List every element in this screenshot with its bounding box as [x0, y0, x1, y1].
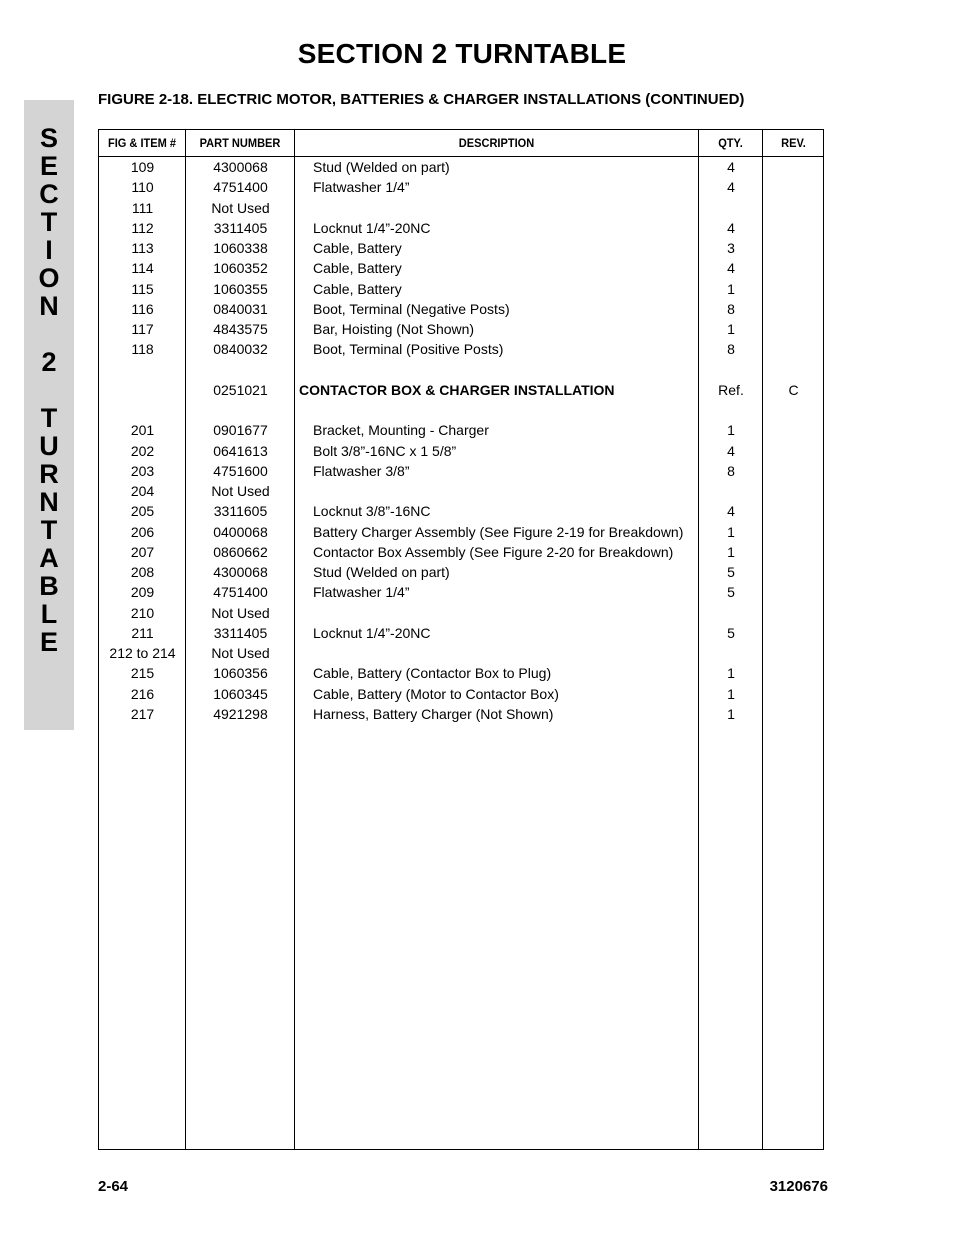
row-part-number: Not Used [211, 604, 270, 621]
row-revision: C [788, 381, 799, 398]
row-item-number: 117 [131, 321, 154, 337]
row-item-number: 114 [131, 260, 154, 277]
row-part-number: 0860662 [213, 543, 268, 560]
row-item-number: 207 [130, 543, 155, 560]
row-quantity: 4 [727, 159, 735, 175]
table-row [99, 319, 824, 339]
side-tab-letter: S [39, 123, 58, 153]
row-item-number: 204 [130, 483, 155, 499]
side-tab-letter: N [39, 291, 59, 321]
row-quantity: 5 [727, 624, 735, 641]
row-part-number: 0251021 [213, 381, 268, 398]
row-quantity: 3 [727, 240, 735, 256]
side-tab-letter: R [39, 459, 59, 489]
side-tab-letter: T [40, 403, 58, 433]
row-item-number: 205 [130, 503, 155, 520]
row-item-number: 212 to 214 [109, 645, 176, 661]
row-item-number: 112 [131, 219, 154, 236]
row-description: Harness, Battery Charger (Not Shown) [313, 705, 554, 722]
row-quantity: 1 [727, 705, 735, 722]
row-part-number: 0400068 [213, 523, 268, 540]
row-quantity: 4 [727, 503, 735, 520]
row-description: Bar, Hoisting (Not Shown) [313, 321, 475, 337]
row-part-number: 4300068 [213, 159, 268, 175]
table-row [99, 461, 824, 481]
row-description: Cable, Battery [313, 240, 402, 256]
table-row [99, 279, 824, 299]
row-quantity: 1 [727, 321, 735, 337]
side-tab-letter: L [40, 599, 58, 629]
row-quantity: 1 [727, 422, 735, 439]
row-part-number: 1060356 [213, 665, 268, 682]
page-number: 2-64 [98, 1178, 129, 1195]
row-quantity: 4 [727, 219, 735, 236]
table-row [99, 501, 824, 521]
row-item-number: 208 [130, 564, 155, 580]
row-description: Cable, Battery [313, 260, 402, 277]
header-qty: QTY. [718, 136, 743, 150]
row-part-number: 4751600 [213, 462, 268, 479]
row-item-number: 113 [131, 240, 154, 256]
side-tab-letter: E [39, 151, 58, 181]
row-description: Battery Charger Assembly (See Figure 2-19 for Breakdown) [313, 523, 684, 540]
row-part-number: Not Used [211, 199, 270, 216]
table-row [99, 238, 824, 258]
table-row [99, 562, 824, 582]
row-quantity: 4 [727, 442, 735, 459]
side-tab-letter: B [39, 571, 59, 601]
row-description: Contactor Box Assembly (See Figure 2-20 for Breakdown) [313, 543, 674, 560]
row-description: Flatwasher 3/8” [313, 462, 410, 479]
row-quantity: 1 [727, 280, 735, 297]
row-item-number: 215 [130, 665, 155, 682]
row-description: CONTACTOR BOX & CHARGER INSTALLATION [299, 381, 615, 398]
row-description: Stud (Welded on part) [313, 159, 450, 175]
row-description: Bolt 3/8”-16NC x 1 5/8” [313, 442, 457, 459]
table-row [99, 663, 824, 683]
table-row [99, 258, 824, 278]
row-item-number: 118 [131, 341, 154, 358]
row-part-number: 1060352 [213, 260, 268, 277]
table-row [99, 339, 824, 359]
table-row [99, 542, 824, 562]
row-quantity: 8 [727, 462, 735, 479]
row-part-number: 3311405 [213, 219, 268, 236]
row-item-number: 206 [130, 523, 155, 540]
row-item-number: 115 [131, 280, 154, 297]
side-tab-letter: E [39, 627, 58, 657]
table-row [99, 643, 824, 663]
side-tab-letter: I [45, 235, 53, 265]
side-tab-letter: N [39, 487, 59, 517]
row-quantity: Ref. [718, 381, 744, 398]
row-item-number: 210 [130, 604, 155, 621]
side-tab-letter: T [40, 207, 58, 237]
row-description: Boot, Terminal (Negative Posts) [313, 300, 510, 317]
row-quantity: 1 [727, 665, 735, 682]
figure-title: FIGURE 2-18. ELECTRIC MOTOR, BATTERIES & CHARGER INSTALLATIONS (CONTINUED) [98, 91, 745, 108]
row-quantity: 4 [727, 260, 735, 277]
table-row [99, 380, 824, 400]
row-item-number: 202 [130, 442, 155, 459]
parts-table [98, 129, 824, 1150]
row-item-number: 217 [130, 705, 155, 722]
row-part-number: 3311405 [213, 624, 268, 641]
side-tab-letter: U [39, 431, 59, 461]
row-item-number: 116 [131, 300, 154, 317]
table-row [99, 299, 824, 319]
row-part-number: 1060355 [213, 280, 268, 297]
row-description: Cable, Battery (Motor to Contactor Box) [313, 685, 559, 702]
row-quantity: 8 [727, 341, 735, 358]
table-row [99, 177, 824, 197]
header-rev: REV. [781, 136, 806, 150]
side-tab-letter: T [40, 515, 58, 545]
row-description: Locknut 3/8”-16NC [313, 503, 431, 520]
table-row [99, 360, 824, 380]
row-quantity: 1 [727, 685, 735, 702]
row-quantity: 4 [727, 179, 735, 196]
row-part-number: 0840031 [213, 300, 268, 317]
side-tab-letter: 2 [41, 347, 57, 377]
table-row [99, 704, 824, 724]
table-row [99, 522, 824, 542]
side-tab-letter: C [39, 179, 59, 209]
table-row [99, 157, 824, 177]
row-description: Locknut 1/4”-20NC [313, 624, 431, 641]
side-tab-letter: A [39, 543, 59, 573]
row-part-number: 4921298 [213, 705, 268, 722]
row-quantity: 1 [727, 543, 735, 560]
row-part-number: 0641613 [213, 442, 268, 459]
row-part-number: 4751400 [213, 179, 268, 196]
header-description: DESCRIPTION [458, 136, 535, 150]
row-description: Locknut 1/4”-20NC [313, 219, 431, 236]
row-item-number: 109 [130, 159, 155, 175]
side-tab-letter: O [38, 263, 60, 293]
table-row [99, 218, 824, 238]
row-description: Bracket, Mounting - Charger [313, 422, 489, 439]
row-quantity: 5 [727, 584, 735, 601]
row-item-number: 203 [130, 462, 155, 479]
table-row [99, 623, 824, 643]
row-part-number: 4300068 [213, 564, 268, 580]
table-row [99, 400, 824, 420]
row-part-number: 4751400 [213, 584, 268, 601]
header-fig-item: FIG & ITEM # [107, 136, 177, 150]
table-row [99, 441, 824, 461]
header-part-number: PART NUMBER [199, 136, 281, 150]
row-part-number: 3311605 [213, 503, 268, 520]
row-part-number: 4843575 [213, 321, 268, 337]
row-part-number: 1060345 [213, 685, 268, 702]
row-item-number: 111 [131, 199, 154, 216]
row-part-number: 0901677 [213, 422, 268, 439]
table-row [99, 684, 824, 704]
row-description: Boot, Terminal (Positive Posts) [313, 341, 504, 358]
document-number: 3120676 [769, 1178, 828, 1195]
row-description: Flatwasher 1/4” [313, 584, 410, 601]
row-description: Cable, Battery [313, 280, 402, 297]
row-item-number: 209 [130, 584, 155, 601]
section-side-tab [24, 100, 74, 730]
row-part-number: 0840032 [213, 341, 268, 358]
section-title: SECTION 2 TURNTABLE [297, 38, 627, 69]
row-quantity: 1 [727, 523, 735, 540]
row-part-number: Not Used [211, 645, 270, 661]
row-part-number: 1060338 [213, 240, 268, 256]
row-description: Flatwasher 1/4” [313, 179, 410, 196]
table-row [99, 481, 824, 501]
row-item-number: 216 [130, 685, 155, 702]
table-row [99, 582, 824, 602]
table-row [99, 198, 824, 218]
row-item-number: 201 [130, 422, 155, 439]
table-row [99, 603, 824, 623]
row-description: Stud (Welded on part) [313, 564, 450, 580]
row-item-number: 110 [131, 179, 154, 196]
row-item-number: 211 [131, 624, 154, 641]
row-quantity: 8 [727, 300, 735, 317]
row-quantity: 5 [727, 564, 735, 580]
table-row [99, 420, 824, 440]
row-description: Cable, Battery (Contactor Box to Plug) [313, 665, 552, 682]
row-part-number: Not Used [211, 483, 270, 499]
